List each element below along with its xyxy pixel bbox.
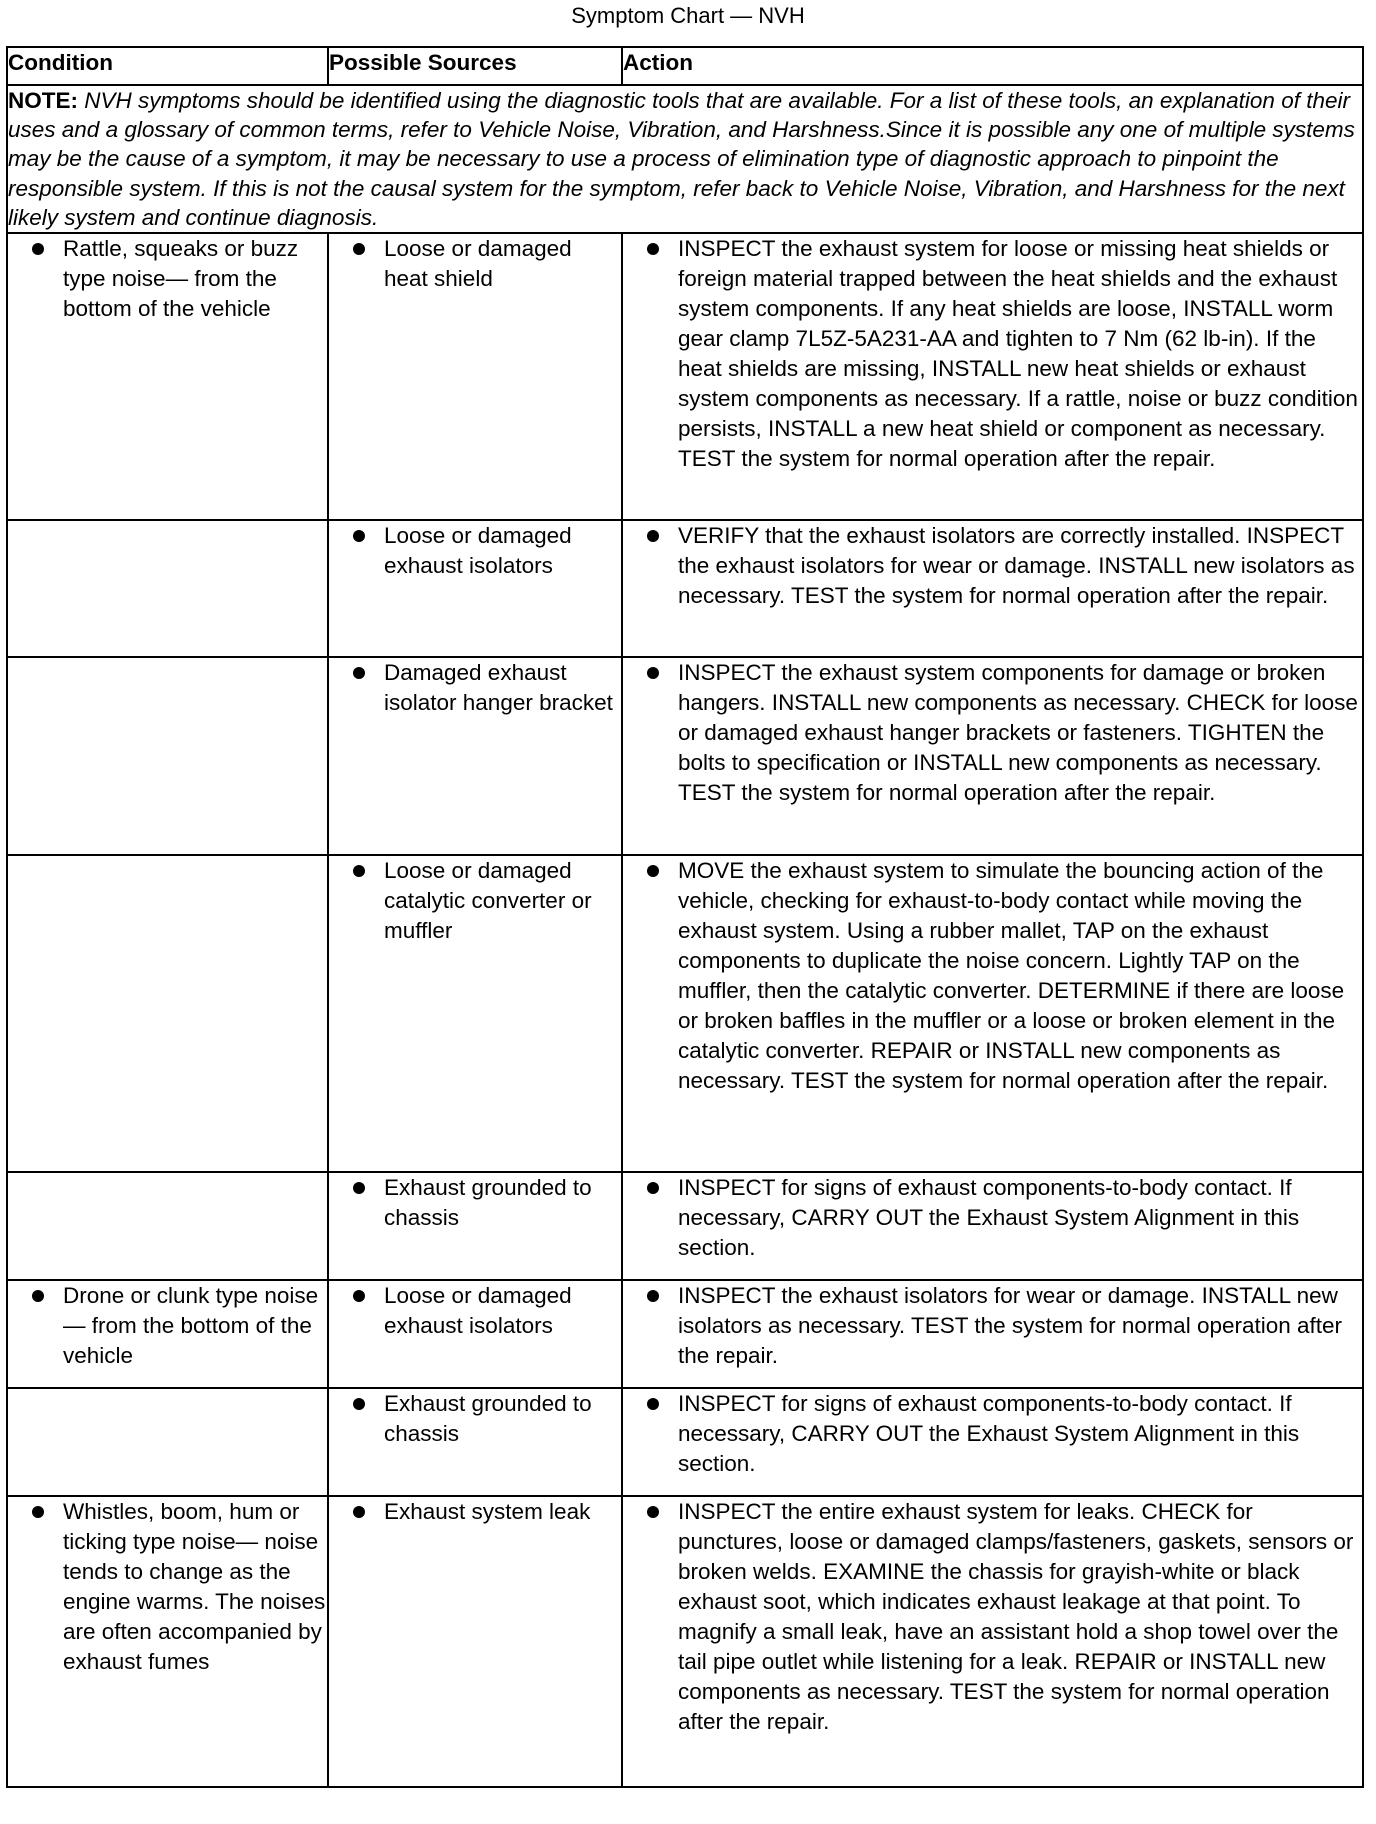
note-cell: [7, 85, 1363, 233]
source-cell: [328, 233, 622, 520]
action-text: INSPECT the exhaust system components for damage or broken hangers. INSTALL new components as necessary. CHECK for loose or damaged exhaust hanger brackets or fasteners. TIGHTEN the bolts to specification or INSTALL new components as necessary. TEST the system for normal operation after the repair.: [678, 660, 1358, 806]
bullet-icon: [353, 243, 365, 255]
source-text: Exhaust grounded to chassis: [384, 1175, 592, 1231]
action-item: [623, 1173, 1362, 1263]
table-row: [7, 520, 1363, 657]
source-text: Loose or damaged exhaust isolators: [384, 1283, 572, 1339]
bullet-icon: [32, 243, 44, 255]
source-text: Exhaust system leak: [384, 1499, 591, 1525]
condition-text: Drone or clunk type noise— from the bottom of the vehicle: [63, 1283, 319, 1369]
source-cell: [328, 520, 622, 657]
table-row: [7, 657, 1363, 855]
action-cell: [622, 233, 1363, 520]
source-cell: [328, 1388, 622, 1496]
source-item: [329, 1497, 621, 1527]
source-item: [329, 1281, 621, 1341]
condition-cell: [7, 1388, 328, 1496]
action-item: [623, 1497, 1362, 1737]
action-cell: [622, 855, 1363, 1172]
condition-cell: [7, 657, 328, 855]
condition-item: [8, 1497, 327, 1677]
condition-text: Rattle, squeaks or buzz type noise— from the bottom of the vehicle: [63, 236, 299, 322]
action-text: INSPECT for signs of exhaust components-to-body contact. If necessary, CARRY OUT the Exhaust System Alignment in this section.: [678, 1175, 1300, 1261]
source-item: [329, 521, 621, 581]
bullet-icon: [647, 530, 659, 542]
condition-cell: [7, 1280, 328, 1388]
source-text: Loose or damaged catalytic converter or muffler: [384, 858, 592, 944]
action-cell: [622, 520, 1363, 657]
bullet-icon: [353, 1398, 365, 1410]
symptom-chart-table: [6, 46, 1364, 1788]
action-text: INSPECT the exhaust isolators for wear or damage. INSTALL new isolators as necessary. TEST the system for normal operation after the repair.: [678, 1283, 1343, 1369]
table-row: [7, 233, 1363, 520]
condition-cell: [7, 520, 328, 657]
source-text: Damaged exhaust isolator hanger bracket: [384, 660, 613, 716]
bullet-icon: [647, 865, 659, 877]
condition-cell: [7, 855, 328, 1172]
note-label: NOTE:: [8, 88, 78, 113]
bullet-icon: [353, 1506, 365, 1518]
action-item: [623, 1281, 1362, 1371]
source-text: Loose or damaged heat shield: [384, 236, 572, 292]
page-title: Symptom Chart — NVH: [571, 3, 805, 28]
bullet-icon: [353, 1290, 365, 1302]
action-cell: [622, 1388, 1363, 1496]
action-cell: [622, 1280, 1363, 1388]
bullet-icon: [32, 1290, 44, 1302]
source-item: [329, 234, 621, 294]
source-item: [329, 1389, 621, 1449]
action-text: INSPECT the exhaust system for loose or missing heat shields or foreign material trapped between the heat shields and the exhaust system components. If any heat shields are loose, INSTALL worm gear clamp 7L5Z-5A231-AA and tighten to 7 Nm (62 lb-in). If the heat shields are missing, INSTALL new heat shields or exhaust system components as necessary. If a rattle, noise or buzz condition persists, INSTALL a new heat shield or component as necessary. TEST the system for normal operation after the repair.: [678, 236, 1358, 472]
bullet-icon: [647, 243, 659, 255]
action-item: [623, 658, 1362, 808]
header-possible-sources: Possible Sources: [328, 47, 622, 85]
table-row: [7, 1388, 1363, 1496]
header-condition: Condition: [7, 47, 328, 85]
source-cell: [328, 855, 622, 1172]
source-item: [329, 658, 621, 718]
bullet-icon: [647, 1506, 659, 1518]
bullet-icon: [647, 1398, 659, 1410]
source-text: Exhaust grounded to chassis: [384, 1391, 592, 1447]
header-action: Action: [622, 47, 1363, 85]
table-row: [7, 855, 1363, 1172]
action-item: [623, 234, 1362, 474]
action-item: [623, 856, 1362, 1096]
source-cell: [328, 1496, 622, 1787]
table-row: [7, 1496, 1363, 1787]
note-row: [7, 85, 1363, 233]
condition-item: [8, 234, 327, 324]
source-item: [329, 856, 621, 946]
bullet-icon: [647, 1290, 659, 1302]
bullet-icon: [32, 1506, 44, 1518]
table-row: [7, 1280, 1363, 1388]
bullet-icon: [353, 667, 365, 679]
action-text: VERIFY that the exhaust isolators are correctly installed. INSPECT the exhaust isolators for wear or damage. INSTALL new isolators as necessary. TEST the system for normal operation after the repair.: [678, 523, 1355, 609]
condition-item: [8, 1281, 327, 1371]
source-item: [329, 1173, 621, 1233]
action-item: [623, 521, 1362, 611]
source-cell: [328, 1172, 622, 1280]
table-row: [7, 1172, 1363, 1280]
condition-cell: [7, 233, 328, 520]
bullet-icon: [647, 1182, 659, 1194]
condition-cell: [7, 1172, 328, 1280]
bullet-icon: [353, 530, 365, 542]
source-cell: [328, 1280, 622, 1388]
header-row: [7, 47, 1363, 85]
bullet-icon: [353, 865, 365, 877]
action-cell: [622, 1496, 1363, 1787]
action-text: INSPECT the entire exhaust system for leaks. CHECK for punctures, loose or damaged clamps/fasteners, gaskets, sensors or broken welds. EXAMINE the chassis for grayish-white or black exhaust soot, which indicates exhaust leakage at that point. To magnify a small leak, have an assistant hold a shop towel over the tail pipe outlet while listening for a leak. REPAIR or INSTALL new components as necessary. TEST the system for normal operation after the repair.: [678, 1499, 1354, 1735]
action-item: [623, 1389, 1362, 1479]
bullet-icon: [353, 1182, 365, 1194]
condition-text: Whistles, boom, hum or ticking type noise— noise tends to change as the engine warms. The noises are often accompanied by exhaust fumes: [63, 1499, 326, 1675]
source-text: Loose or damaged exhaust isolators: [384, 523, 572, 579]
note-text: NVH symptoms should be identified using the diagnostic tools that are available. For a list of these tools, an explanation of their uses and a glossary of common terms, refer to Vehicle Noise, Vibration, and Harshness.Since it is possible any one of multiple systems may be the cause of a symptom, it may be necessary to use a process of elimination type of diagnostic approach to pinpoint the responsible system. If this is not the causal system for the symptom, refer back to Vehicle Noise, Vibration, and Harshness for the next likely system and continue diagnosis.: [8, 88, 1355, 230]
condition-cell: [7, 1496, 328, 1787]
source-cell: [328, 657, 622, 855]
action-text: MOVE the exhaust system to simulate the bouncing action of the vehicle, checking for exhaust-to-body contact while moving the exhaust system. Using a rubber mallet, TAP on the exhaust components to duplicate the noise concern. Lightly TAP on the muffler, then the catalytic converter. DETERMINE if there are loose or broken baffles in the muffler or a loose or broken element in the catalytic converter. REPAIR or INSTALL new components as necessary. TEST the system for normal operation after the repair.: [678, 858, 1345, 1094]
action-text: INSPECT for signs of exhaust components-to-body contact. If necessary, CARRY OUT the Exhaust System Alignment in this section.: [678, 1391, 1300, 1477]
bullet-icon: [647, 667, 659, 679]
action-cell: [622, 1172, 1363, 1280]
action-cell: [622, 657, 1363, 855]
